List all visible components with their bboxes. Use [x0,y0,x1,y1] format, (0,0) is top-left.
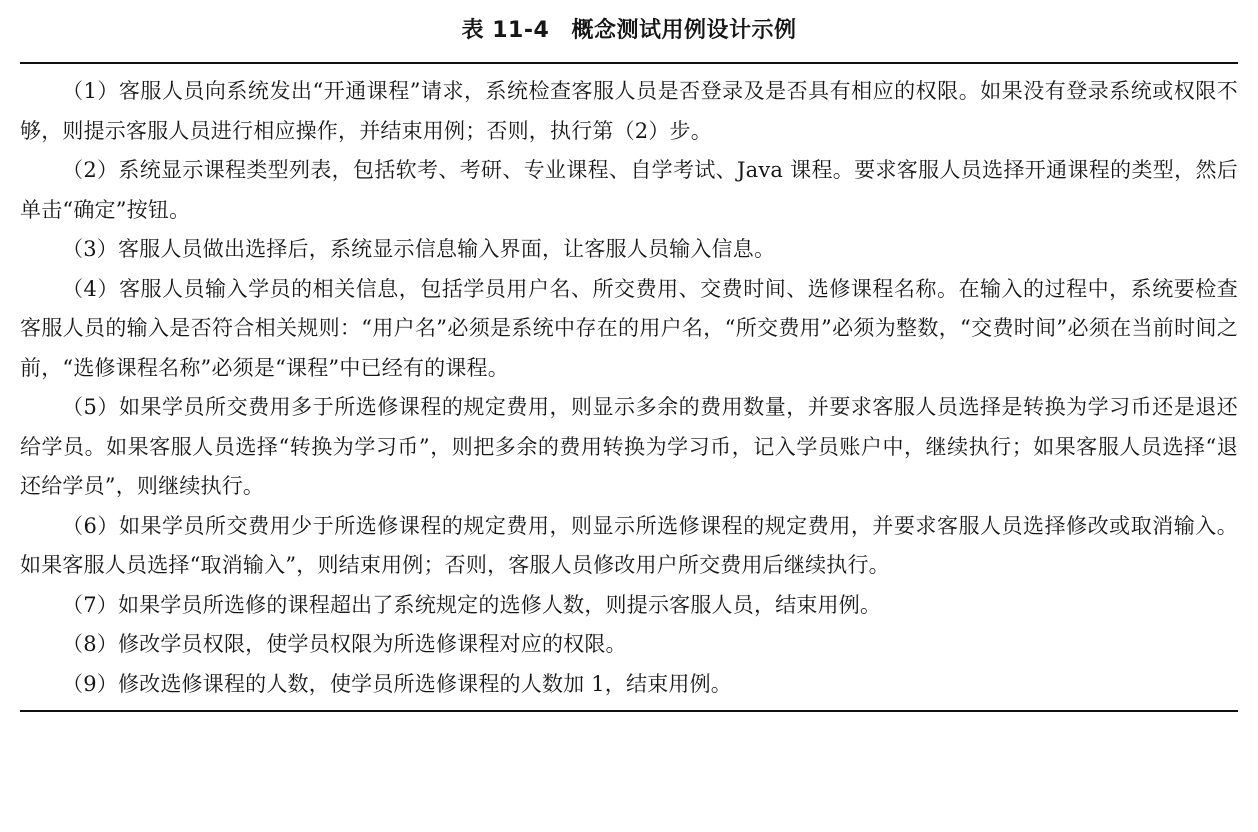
table-bottom-rule [20,710,1238,712]
step-6: （6）如果学员所交费用少于所选修课程的规定费用，则显示所选修课程的规定费用，并要求客服人员选择修改或取消输入。如果客服人员选择“取消输入”，则结束用例；否则，客服人员修改用户所交费用后继续执行。 [20,513,1238,577]
table-title: 概念测试用例设计示例 [571,18,797,43]
table-body [20,64,1238,704]
table-number: 表 11-4 [461,18,550,43]
table-caption [20,0,1238,62]
step-4: （4）客服人员输入学员的相关信息，包括学员用户名、所交费用、交费时间、选修课程名称。在输入的过程中，系统要检查客服人员的输入是否符合相关规则：“用户名”必须是系统中存在的用户名，“所交费用”必须为整数，“交费时间”必须在当前时间之前，“选修课程名称”必须是“课程”中已经有的课程。 [20,276,1238,380]
step-8: （8）修改学员权限，使学员权限为所选修课程对应的权限。 [62,632,627,656]
step-5: （5）如果学员所交费用多于所选修课程的规定费用，则显示多余的费用数量，并要求客服人员选择是转换为学习币还是退还给学员。如果客服人员选择“转换为学习币”，则把多余的费用转换为学习币，记入学员账户中，继续执行；如果客服人员选择“退还给学员”，则继续执行。 [20,395,1238,498]
step-3: （3）客服人员做出选择后，系统显示信息输入界面，让客服人员输入信息。 [62,237,776,261]
step-1: （1）客服人员向系统发出“开通课程”请求，系统检查客服人员是否登录及是否具有相应的权限。如果没有登录系统或权限不够，则提示客服人员进行相应操作，并结束用例；否则，执行第（2）步。 [20,79,1238,143]
step-2: （2）系统显示课程类型列表，包括软考、考研、专业课程、自学考试、Java 课程。要求客服人员选择开通课程的类型，然后单击“确定”按钮。 [20,158,1238,222]
step-7: （7）如果学员所选修的课程超出了系统规定的选修人数，则提示客服人员，结束用例。 [62,592,882,617]
step-9: （9）修改选修课程的人数，使学员所选修课程的人数加 1，结束用例。 [62,671,732,696]
